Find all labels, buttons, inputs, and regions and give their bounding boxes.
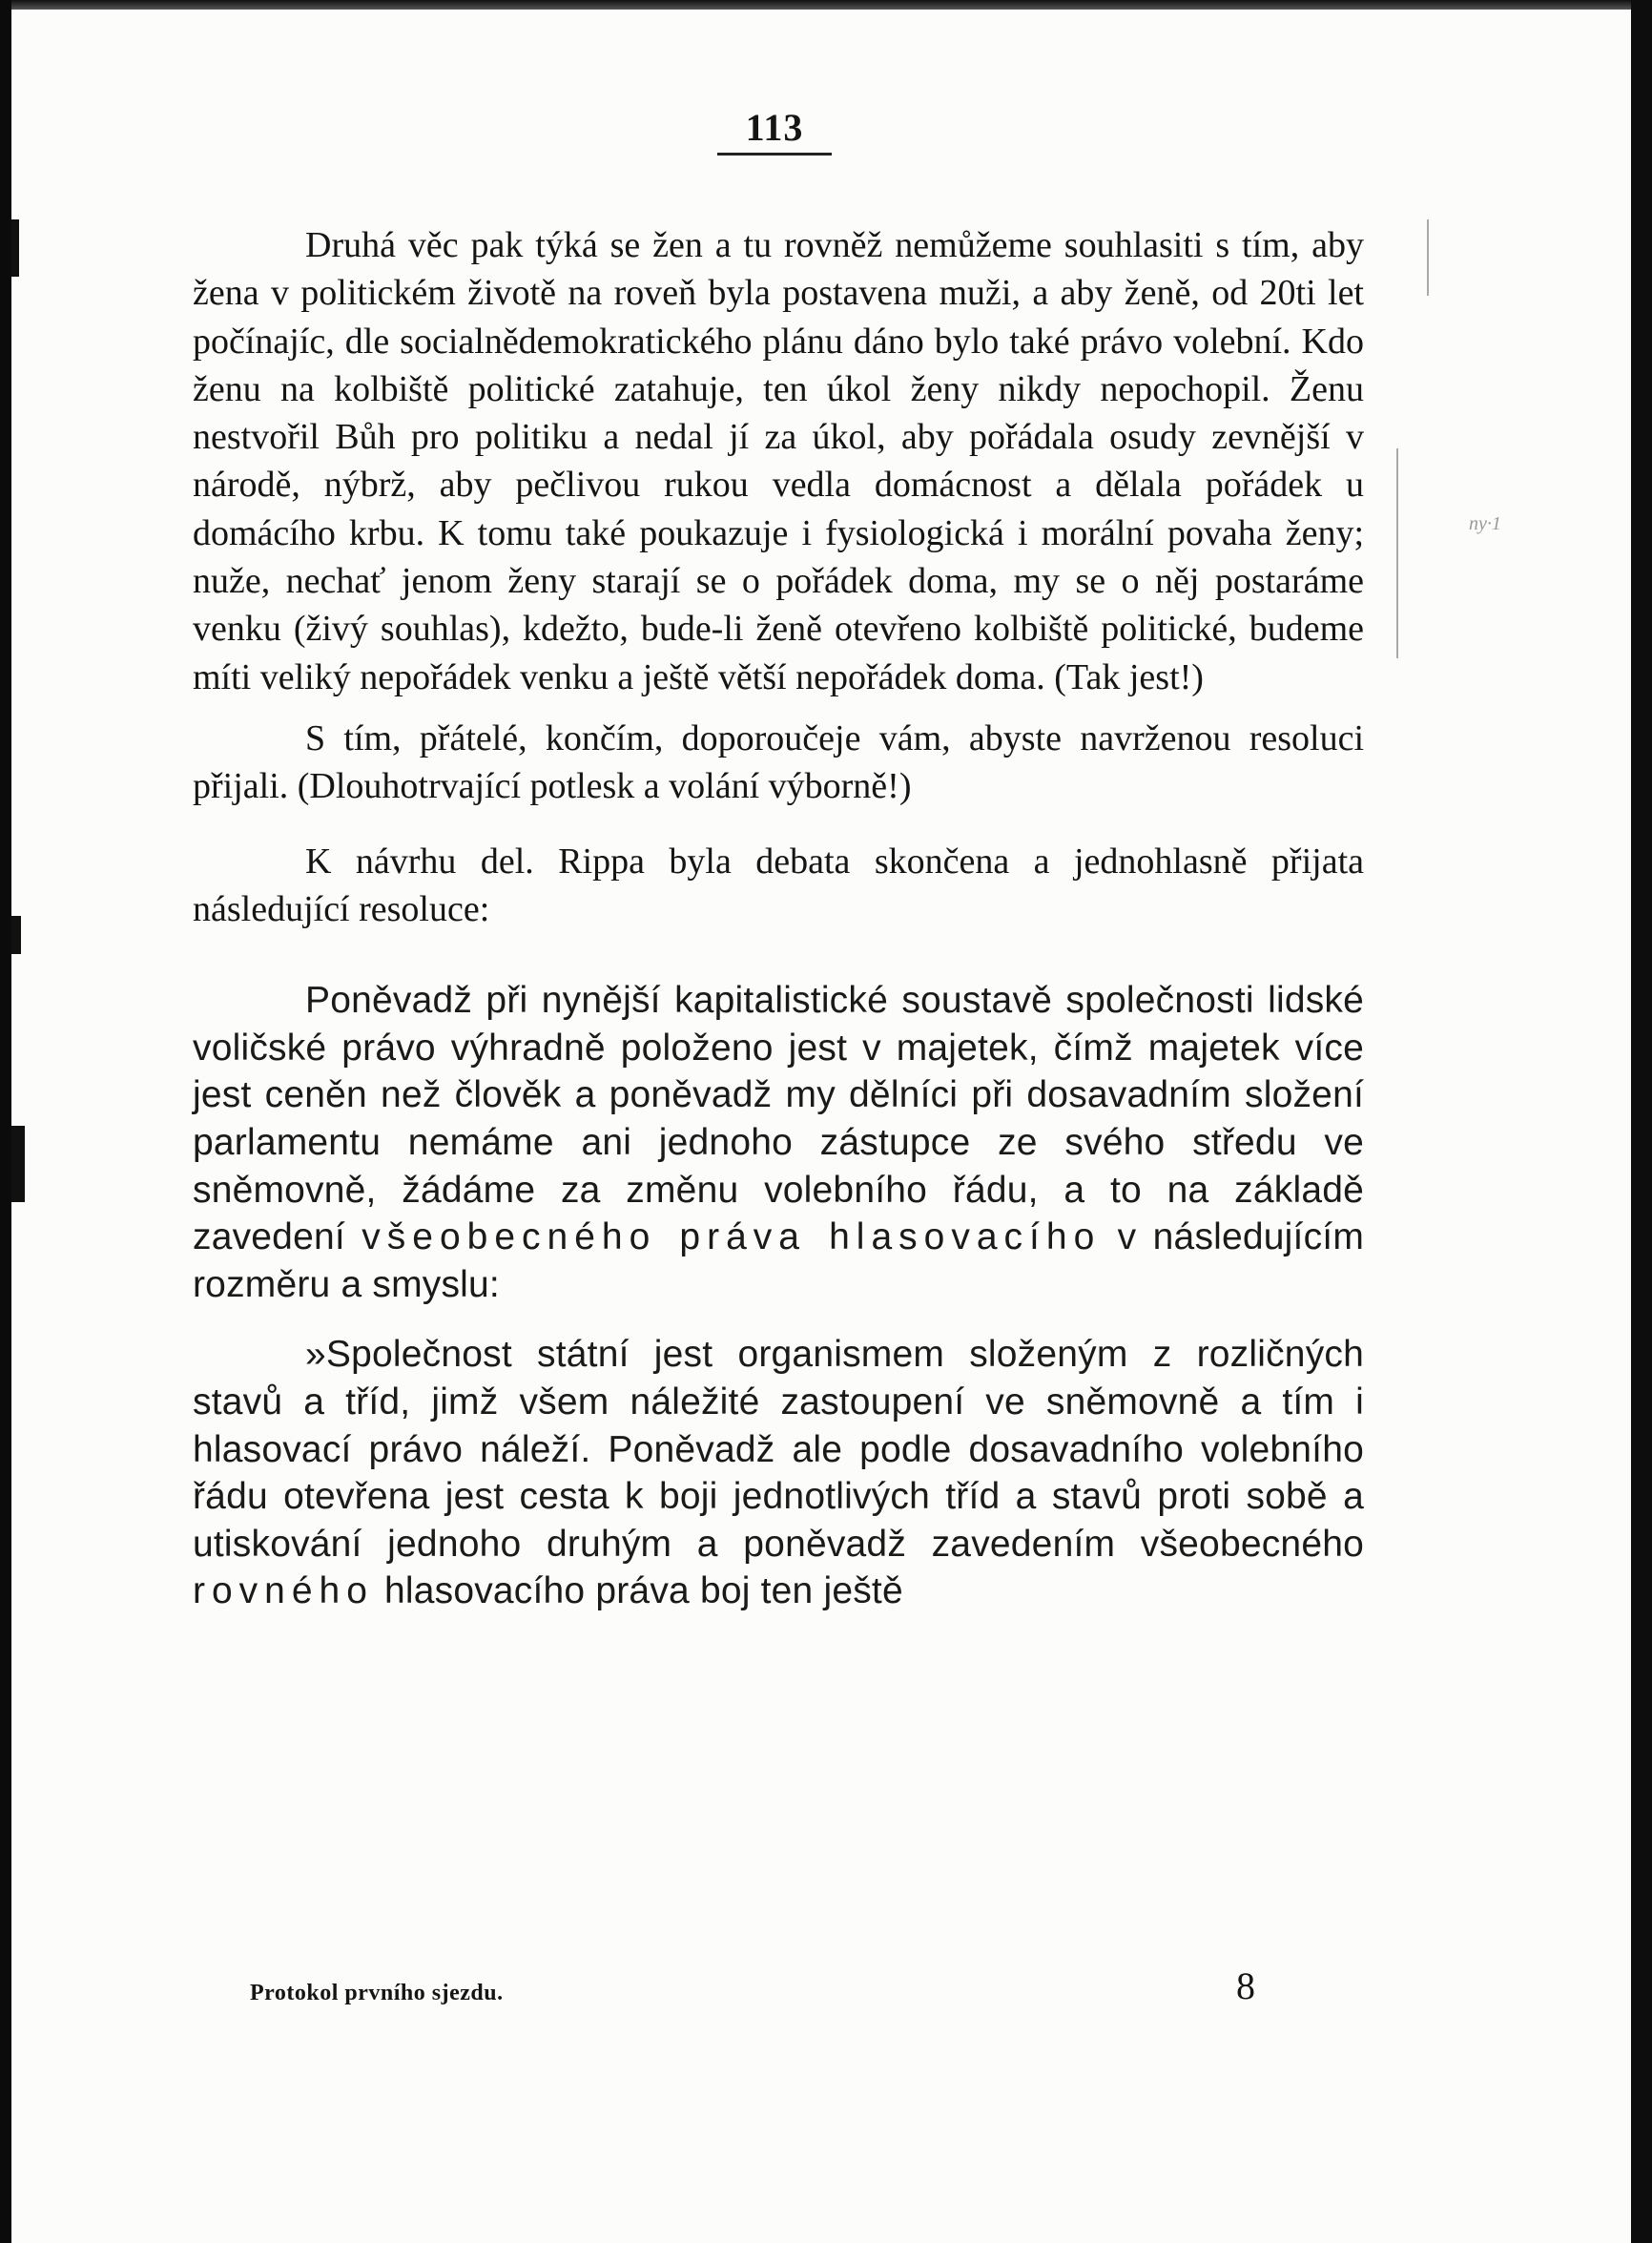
emphasis-spaced-text: všeobecného práva hlasovacího — [361, 1216, 1102, 1258]
paragraph-women-suffrage: Druhá věc pak týká se žen a tu rovněž nemůžeme souhlasiti s tím, aby žena v politickém životě na roveň byla postavena muži, a aby ženě, od 20ti let počínajíc, dle socialnědemokratického plánu dáno bylo také právo volební. Kdo ženu na kolbiště politické zatahuje, ten úkol ženy nikdy nepochopil. Ženu nestvořil Bůh pro politiku a nedal jí za úkol, aby pořádala osudy zevnější v národě, nýbrž, aby pečlivou rukou vedla domácnost a dělala pořádek u domácího krbu. K tomu také poukazuje i fysiologická i morální povaha ženy; nuže, nechať jenom ženy starají se o pořádek doma, my se o něj postaráme venku (živý souhlas), kdežto, bude-li ženě otevřeno kolbiště politické, budeme míti veliký nepořádek venku a ještě větší nepořádek doma. (Tak jest!) — [193, 225, 1364, 697]
resolution-paragraph-1: Poněvadž při nynější kapitalistické soustavě společnosti lidské voličské právo výhradně položeno jest v majetek, čímž majetek více jest ceněn než člověk a poněvadž my dělníci při dosavadním složení parlamentu nemáme ani jednoho zástupce ze svého středu ve sněmovně, žádáme za změnu volebního řádu, a to na základě zavedení všeobecného práva hlasovacího v následujícím rozměru a smyslu: — [193, 980, 1365, 1305]
binding-mark — [11, 219, 19, 277]
binding-mark — [11, 916, 21, 954]
emphasis-spaced-text: rovného — [193, 1570, 374, 1612]
binding-mark — [11, 1126, 25, 1202]
margin-pencil-line — [1427, 219, 1429, 296]
resolution-paragraph-2: »Společnost státní jest organismem složeným z rozličných stavů a tříd, jimž všem náležité zastoupení ve sněmovně a tím i hlasovací právo náleží. Poněvadž ale podle dosavadního volebního řádu otevřena jest cesta k boji jednotlivých tříd a stavů proti sobě a utiskování jednoho druhým a poněvadž zavedením všeobecného rovného hlasovacího práva boj ten ještě — [193, 1334, 1364, 1612]
paragraph-closing: S tím, přátelé, končím, doporoučeje vám, abyste navrženou resoluci přijali. (Dlouhotrvající potlesk a volání výborně!) — [193, 717, 1364, 807]
paragraph-resolution-intro: K návrhu del. Rippa byla debata skončena a jednohlasně přijata následující resoluce: — [193, 841, 1364, 929]
scan-border-left — [0, 0, 11, 2243]
footer-signature-number: 8 — [1236, 1964, 1255, 2007]
page-number-rule — [717, 153, 832, 156]
resolution-section — [193, 977, 1364, 1615]
scan-border-top — [0, 0, 1652, 10]
page-number: 113 — [745, 106, 804, 149]
margin-handwritten-note: ny·1 — [1469, 513, 1501, 534]
scan-border-right — [1631, 0, 1652, 2243]
margin-pencil-bracket — [1396, 448, 1398, 658]
speech-section — [193, 221, 1364, 933]
footer-signature-title: Protokol prvního sjezdu. — [250, 1981, 504, 2005]
body-text — [193, 221, 1364, 1615]
